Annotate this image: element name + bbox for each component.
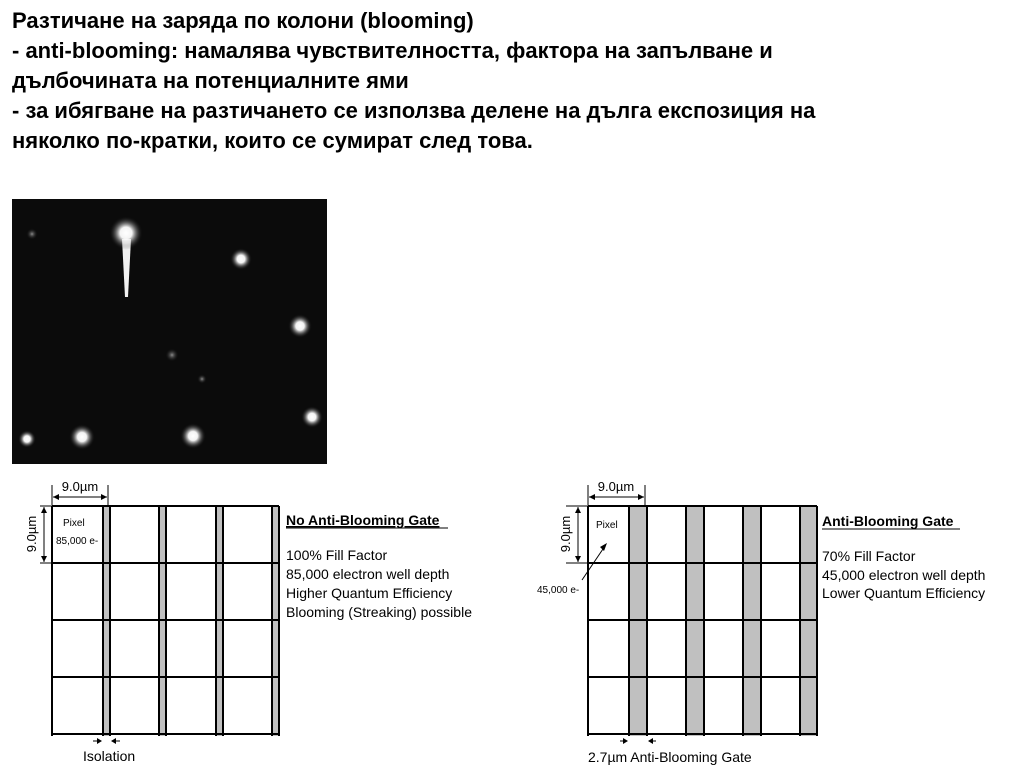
star <box>180 423 206 449</box>
spec-well-depth: 45,000 electron well depth <box>822 567 986 583</box>
pixel-label: Pixel <box>63 518 85 529</box>
spec-fill-factor: 70% Fill Factor <box>822 548 916 564</box>
faint-star <box>26 228 38 240</box>
heading-text <box>12 6 1012 156</box>
spec-quantum-efficiency: Higher Quantum Efficiency <box>286 585 453 601</box>
heading-line-2: - anti-blooming: намалява чувствителността, фактора на запълване и <box>12 38 773 63</box>
star-field <box>12 199 327 464</box>
no-anti-blooming-diagram <box>0 470 500 768</box>
pixel-grid-left <box>0 470 500 768</box>
isolation-label: Isolation <box>83 748 136 764</box>
anti-blooming-diagram <box>530 470 1024 768</box>
width-dimension-label: 9.0µm <box>597 479 635 494</box>
pixel-capacity-label: 45,000 e- <box>537 585 580 596</box>
faint-star <box>197 374 207 384</box>
pixel-grid-right <box>530 470 1024 768</box>
faint-star <box>165 348 179 362</box>
star <box>230 248 252 270</box>
anti-blooming-gate-label: 2.7µm Anti-Blooming Gate <box>588 749 752 765</box>
height-dimension-label: 9.0µm <box>24 515 39 553</box>
heading-line-4: - за ибягване на разтичането се използва делене на дълга експозиция на <box>12 98 816 123</box>
pixel-capacity-label: 85,000 e- <box>56 536 99 547</box>
star <box>18 430 36 448</box>
spec-fill-factor: 100% Fill Factor <box>286 547 388 563</box>
star <box>69 424 95 450</box>
blooming-photo <box>12 199 327 464</box>
star <box>301 406 323 428</box>
height-dimension-label: 9.0µm <box>558 515 573 553</box>
spec-blooming: Blooming (Streaking) possible <box>286 604 472 620</box>
diagram-title: No Anti-Blooming Gate <box>286 512 440 528</box>
spec-well-depth: 85,000 electron well depth <box>286 566 450 582</box>
pixel-label: Pixel <box>596 520 618 531</box>
width-dimension-label: 9.0µm <box>61 479 99 494</box>
saturated-star <box>109 216 143 250</box>
star <box>288 314 312 338</box>
spec-quantum-efficiency: Lower Quantum Efficiency <box>822 585 986 601</box>
diagram-title: Anti-Blooming Gate <box>822 513 954 529</box>
heading-line-3: дълбочината на потенциалните ями <box>12 68 409 93</box>
heading-line-5: няколко по-кратки, които се сумират след това. <box>12 128 533 153</box>
heading-line-1: Разтичане на заряда по колони (blooming) <box>12 8 474 33</box>
